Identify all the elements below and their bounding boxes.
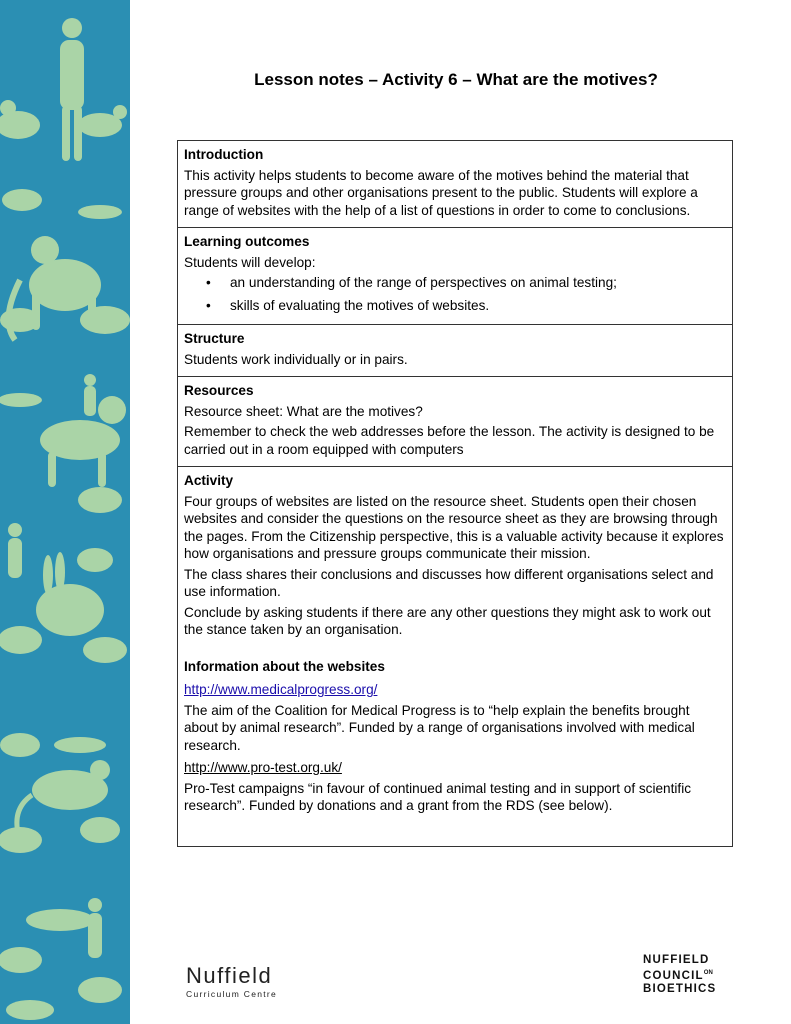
learning-outcomes-intro: Students will develop: [184,254,316,270]
introduction-text: This activity helps students to become aware of the motives behind the material that pressure groups and other organisations present to the public. Students will explore a range of websites with the help of a list of questions in order to come to conclusions. [184,167,698,218]
page-title: Lesson notes – Activity 6 – What are the motives? [254,70,658,89]
structure-heading: Structure [184,331,245,346]
resources-heading: Resources [184,383,254,398]
activity-paragraph-3: Conclude by asking students if there are any other questions they might ask to work out the stance taken by an organisation. [184,604,711,637]
introduction-section [178,141,732,228]
structure-section [178,325,732,377]
activity-paragraph-2: The class shares their conclusions and discusses how different organisations select and use information. [184,566,714,599]
nuffield-logo-subtitle: Curriculum Centre [186,989,278,999]
resources-line1: Resource sheet: What are the motives? [184,403,423,419]
list-item: • an understanding of the range of perspectives on animal testing; [184,274,725,292]
websites-info-heading: Information about the websites [184,658,385,674]
ncb-logo-line2: COUNCIL [643,969,704,982]
ncb-logo-line3: BIOETHICS [643,982,717,995]
resources-line2: Remember to check the web addresses before the lesson. The activity is designed to be carried out in a room equipped with computers [184,424,715,457]
nuffield-logo-name: Nuffield [186,963,273,988]
list-item: • skills of evaluating the motives of websites. [184,297,725,315]
pro-test-link[interactable]: http://www.pro-test.org.uk/ [184,760,342,775]
activity-heading: Activity [184,473,234,488]
medicalprogress-description: The aim of the Coalition for Medical Progress is to “help explain the benefits brought about by animal research”. Funded by a range of organisations involved with medical research. [184,702,695,753]
sidebar-decoration [0,0,130,1024]
nuffield-curriculum-centre-logo [186,964,277,1000]
learning-outcomes-section [178,228,732,325]
animal-silhouettes-icon [0,0,130,1024]
introduction-heading: Introduction [184,147,264,162]
medicalprogress-link[interactable]: http://www.medicalprogress.org/ [184,682,378,697]
learning-outcomes-list [184,274,725,314]
nuffield-council-bioethics-logo [643,954,716,996]
lesson-notes-table [177,140,733,847]
learning-outcomes-heading: Learning outcomes [184,234,310,249]
resources-section [178,377,732,467]
structure-text: Students work individually or in pairs. [184,351,408,367]
ncb-logo-on: ON [703,970,713,976]
activity-paragraph-1: Four groups of websites are listed on the resource sheet. Students open their chosen websites and consider the questions on the resource sheet as they are browsing through the pages. From the Citizenship perspective, this is a valuable activity because it explores how organisations and pressure groups communicate their mission. [184,493,724,561]
pro-test-description: Pro-Test campaigns “in favour of continued animal testing and in support of scientific research”. Funded by donations and a grant from the RDS (see below). [184,780,692,813]
activity-section [178,467,732,846]
ncb-logo-line1: NUFFIELD [643,954,710,966]
